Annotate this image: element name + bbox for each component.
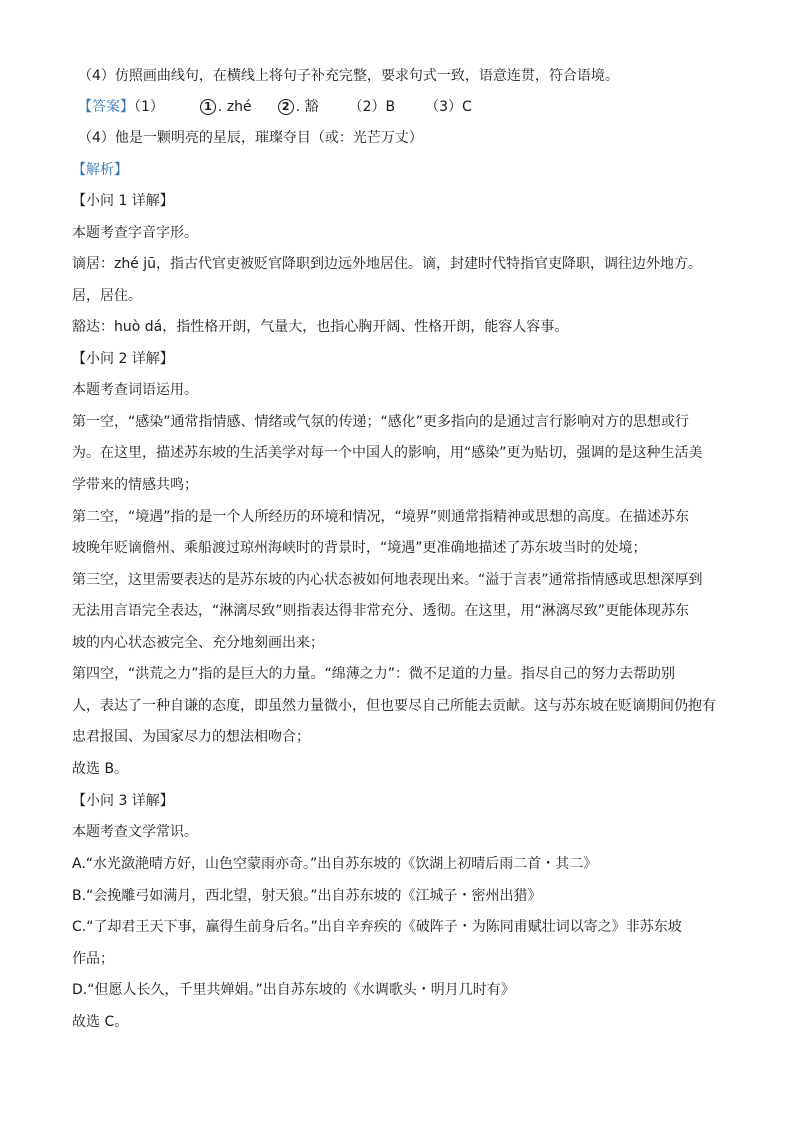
analysis-line: D.“但愿人长久，千里共婵娟。”出自苏东坡的《水调歌头・明月几时有》 (72, 982, 515, 998)
analysis-line: 坡晚年贬谪儋州、乘船渡过琼州海峡时的背景时，“境遇”更准确地描述了苏东坡当时的处境； (72, 540, 647, 556)
analysis-line: 本题考查词语运用。 (72, 382, 198, 398)
circled-number-2: 2 (278, 99, 294, 115)
analysis-tag: 【解析】 (72, 162, 128, 178)
analysis-line: 豁达：huò dá，指性格开朗，气量大，也指心胸开阔、性格开朗，能容人容事。 (72, 319, 569, 335)
analysis-line: 学带来的情感共鸣； (72, 477, 198, 493)
analysis-line: 无法用言语完全表达，“淋漓尽致”则指表达得非常充分、透彻。在这里，用“淋漓尽致”更能体现苏东 (72, 603, 690, 619)
question-4-prompt: （4）仿照画曲线句，在横线上将句子补充完整，要求句式一致，语意连贯，符合语境。 (78, 68, 619, 84)
analysis-line: 坡的内心状态被完全、充分地刻画出来； (72, 635, 324, 651)
analysis-line: 【小问 3 详解】 (72, 793, 174, 809)
analysis-line: A.“水光潋滟晴方好，山色空蒙雨亦奇。”出自苏东坡的《饮湖上初晴后雨二首・其二》 (72, 856, 598, 872)
answer-part-1-label: （1） (134, 99, 164, 115)
analysis-line: 【小问 1 详解】 (72, 193, 174, 209)
analysis-line: 本题考查字音字形。 (72, 225, 198, 241)
analysis-line: 本题考查文学常识。 (72, 824, 198, 840)
answer-part-3: （3）C (425, 99, 472, 115)
analysis-line: 为。在这里，描述苏东坡的生活美学对每一个中国人的影响，用“感染”更为贴切，强调的是这种生活美 (72, 445, 703, 461)
answer-part-1a: . zhé (217, 99, 252, 115)
analysis-line: C.“了却君王天下事，赢得生前身后名。”出自辛弃疾的《破阵子・为陈同甫赋壮词以寄之》非苏东坡 (72, 919, 682, 935)
analysis-line: 故选 C。 (72, 1014, 129, 1030)
analysis-line: 居，居住。 (72, 288, 142, 304)
circled-number-1: 1 (200, 99, 216, 115)
answer-part-1b: . 豁 (295, 99, 319, 115)
answer-part-4: （4）他是一颗明亮的星辰，璀璨夺目（或：光芒万丈） (78, 130, 423, 146)
analysis-line: 谪居：zhé jū，指古代官吏被贬官降职到边远外地居住。谪，封建时代特指官吏降职，调往边外地方。 (72, 256, 703, 272)
analysis-line: 第四空，“洪荒之力”指的是巨大的力量。“绵薄之力”：微不足道的力量。指尽自己的努力去帮助别 (72, 666, 676, 682)
analysis-line: 第三空，这里需要表达的是苏东坡的内心状态被如何地表现出来。“溢于言表”通常指情感或思想深厚到 (72, 572, 703, 588)
answer-tag: 【答案】 (78, 99, 134, 115)
analysis-line: 作品； (72, 951, 114, 967)
analysis-line: 人，表达了一种自谦的态度，即虽然力量微小，但也要尽自己所能去贡献。这与苏东坡在贬谪期间仍抱有 (72, 698, 716, 714)
analysis-line: 忠君报国、为国家尽力的想法相吻合； (72, 729, 310, 745)
analysis-line: 【小问 2 详解】 (72, 351, 174, 367)
analysis-line: 故选 B。 (72, 761, 129, 777)
analysis-line: B.“会挽雕弓如满月，西北望，射天狼。”出自苏东坡的《江城子・密州出猎》 (72, 888, 542, 904)
answer-line (78, 97, 472, 117)
analysis-line: 第一空，“感染”通常指情感、情绪或气氛的传递；“感化”更多指向的是通过言行影响对方的思想或行 (72, 414, 690, 430)
analysis-line: 第二空，“境遇”指的是一个人所经历的环境和情况，“境界”则通常指精神或思想的高度。在描述苏东 (72, 509, 690, 525)
answer-part-2: （2）B (348, 99, 396, 115)
